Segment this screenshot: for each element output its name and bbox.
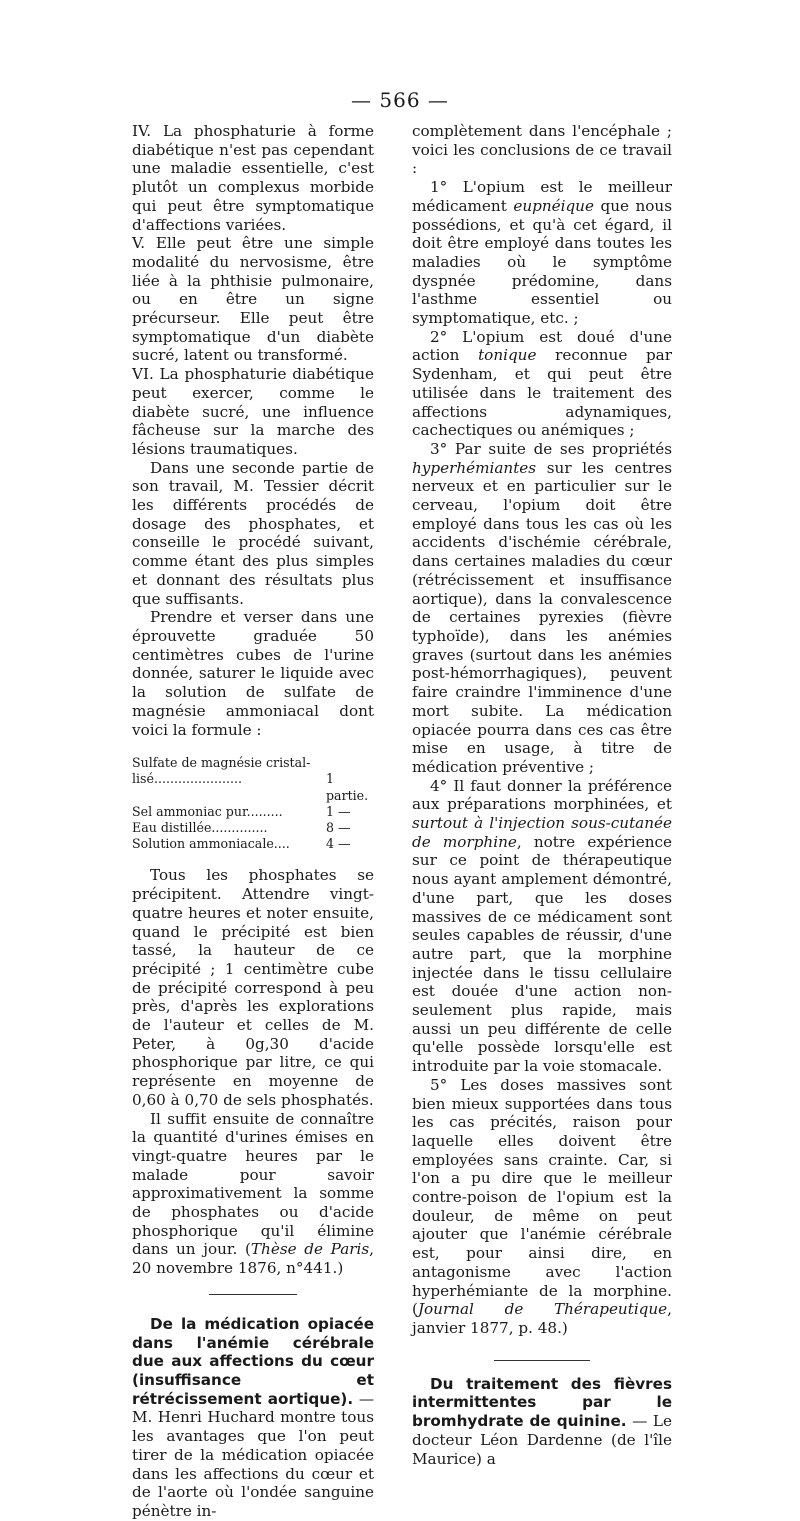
citation: Thèse de Paris <box>250 1240 370 1259</box>
text-segment: Il suffit ensuite de connaître la quantité d'urines émises en vingt-quatre heures par le malade pour savoir approximativement la somme de phosphates ou d'acide phosphorique qu'il élimine dans un jour. ( <box>132 1109 374 1259</box>
formula-row <box>132 804 374 820</box>
article-heading: De la médication opiacée dans l'anémie cérébrale due aux affections du cœur (insuffisance et rétrécissement aortique). <box>132 1314 374 1408</box>
conclusion-iv: IV. La phosphaturie à forme diabétique n'est pas cependant une maladie essentielle, c'est plutôt un complexus morbide qui peut être symptomatique d'affections variées. <box>132 122 374 234</box>
paragraph-procedure: Prendre et verser dans une éprouvette graduée 50 centimètres cubes de l'urine donnée, saturer le liquide avec la solution de sulfate de magnésie ammoniacal dont voici la formule : <box>132 608 374 739</box>
formula-ingredient: lisé...................... <box>132 771 243 787</box>
section-divider <box>494 1360 590 1361</box>
text-segment: que nous possédions, et qu'à cet égard, il doit être employé dans toutes les maladies où le symptôme dyspnée prédomine, dans l'asthme essentiel ou symptomatique, etc. ; <box>412 196 672 328</box>
conclusion-3 <box>412 440 672 777</box>
paragraph-continuation: complètement dans l'encéphale ; voici les conclusions de ce travail : <box>412 122 672 178</box>
text-segment: , 20 novembre 1876, n°441.) <box>132 1240 374 1278</box>
emphasis: surtout à l'injection sous-cutanée de morphine <box>412 814 672 851</box>
text-segment: 5° Les doses massives sont bien mieux supportées dans tous les cas précités, raison pour laquelle elles doivent être employées sans crainte. Car, si l'on a pu dire que le meilleur contre-poison de l'opium est la douleur, de même on peut ajouter que l'anémie cérébrale est, pour ainsi dire, en antagonisme avec l'action hyperhémiante de la morphine. ( <box>412 1075 672 1319</box>
formula-quantity: 1 — <box>326 803 351 819</box>
formula-quantity: 4 — <box>326 836 351 852</box>
formula-ingredient: Sel ammoniac pur......... <box>132 803 283 819</box>
text-segment: 1° L'opium est le meilleur médicament <box>412 178 672 215</box>
article-opium <box>132 1315 374 1521</box>
formula-row <box>132 836 374 852</box>
citation: Journal de Thérapeutique <box>417 1300 668 1319</box>
article-quinine <box>412 1375 672 1469</box>
text-segment: , notre expérience sur ce point de thérapeutique nous ayant amplement démontré, d'une part, que les doses massives de ce médicament sont seules capables de réussir, d'une autre part, que la morphine injectée dans le tissu cellulaire est douée d'une action non-seulement plus rapide, mais aussi un peu différente de celle qu'elle possède lorsqu'elle est introduite par la voie stomacale. <box>412 832 672 1076</box>
conclusion-1 <box>412 178 672 328</box>
formula-ingredient: Solution ammoniacale.... <box>132 836 290 852</box>
conclusion-v: V. Elle peut être une simple modalité du nervosisme, être liée à la phthisie pulmonaire, ou en être un signe précurseur. Elle peut être symptomatique d'un diabète sucré, latent ou transformé. <box>132 234 374 365</box>
text-segment: reconnue par Sydenham, et qui peut être utilisée dans le traitement des affections adynamiques, cachectiques ou anémiques ; <box>412 346 672 440</box>
formula-quantity: 8 — <box>326 820 351 836</box>
formula-row <box>132 771 374 803</box>
formula-row <box>132 820 374 836</box>
text-segment: 3° Par suite de ses propriétés <box>430 439 672 458</box>
formula-ingredient: Eau distillée.............. <box>132 820 268 836</box>
paragraph-quantity <box>132 1110 374 1278</box>
conclusion-vi: VI. La phosphaturie diabétique peut exercer, comme le diabète sucré, une influence fâcheuse sur la marche des lésions traumatiques. <box>132 365 374 458</box>
formula-block <box>132 755 374 852</box>
right-column <box>412 122 672 1468</box>
formula-head: Sulfate de magnésie cristal- <box>132 755 311 771</box>
emphasis: eupnéique <box>513 196 594 215</box>
page-number: — 566 — <box>351 88 449 112</box>
text-segment: 4° Il faut donner la préférence aux préparations morphinées, et <box>412 776 672 814</box>
section-divider <box>209 1294 297 1295</box>
emphasis: tonique <box>478 346 537 365</box>
text-segment: — Le docteur Léon Dardenne (de l'île Maurice) a <box>412 1412 672 1468</box>
article-heading: Du traitement des fièvres intermittentes par le bromhydrate de quinine. <box>412 1374 672 1431</box>
formula-quantity: 1 partie. <box>326 771 369 803</box>
text-segment: sur les centres nerveux et en particulier sur le cerveau, l'opium doit être employé dans tous les cas où les accidents d'ischémie cérébrale, dans certaines maladies du cœur (rétrécissement et insuffisance aortique), dans la convalescence de certaines pyrexies (fièvre typhoïde), dans les anémies graves (surtout dans les anémies post-hémorrhagiques), peuvent faire craindre l'imminence d'une mort subite. La médication opiacée pourra dans ces cas être mise en usage, à titre de médication préventive ; <box>412 458 672 776</box>
conclusion-5 <box>412 1076 672 1338</box>
text-segment: , janvier 1877, p. 48.) <box>412 1300 672 1337</box>
text-segment: 2° L'opium est doué d'une action <box>412 327 672 365</box>
paragraph-dosage: Dans une seconde partie de son travail, M. Tessier décrit les différents procédés de dosage des phosphates, et conseille le procédé suivant, comme étant des plus simples et donnant des résultats plus que suffisants. <box>132 458 374 608</box>
paragraph-precipitation: Tous les phosphates se précipitent. Attendre vingt-quatre heures et noter ensuite, quand le précipité est bien tassé, la hauteur de ce précipité ; 1 centimètre cube de précipité correspond à peu près, d'après les explorations de l'auteur et celles de M. Peter, à 0g,30 d'acide phosphorique par litre, ce qui représente en moyenne de 0,60 à 0,70 de sels phosphatés. <box>132 866 374 1109</box>
conclusion-2 <box>412 328 672 440</box>
text-segment: — M. Henri Huchard montre tous les avantages que l'on peut tirer de la médication opiacée dans les affections du cœur et de l'aorte où l'ondée sanguine pénètre in- <box>132 1389 375 1520</box>
left-column <box>132 122 374 1521</box>
emphasis: hyperhémiantes <box>412 458 537 477</box>
conclusion-4 <box>412 777 672 1076</box>
